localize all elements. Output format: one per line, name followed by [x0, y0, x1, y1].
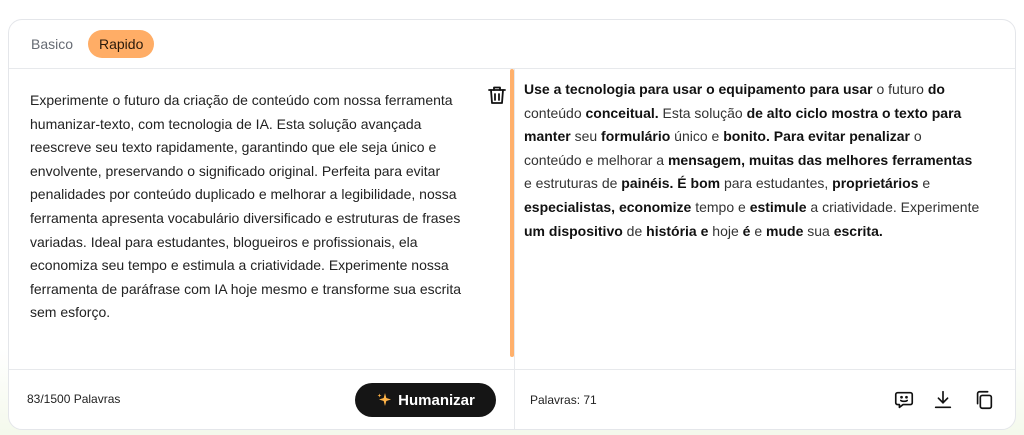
output-changed-segment: mude: [766, 222, 804, 239]
output-changed-segment: do: [927, 81, 945, 97]
output-segment: seu: [570, 128, 602, 145]
copy-icon[interactable]: [973, 389, 995, 411]
output-segment: único e: [670, 128, 724, 145]
output-changed-segment: especialistas, economize: [524, 198, 692, 215]
output-segment: para estudantes,: [720, 175, 833, 192]
output-word-count: Palavras: 71: [530, 393, 597, 407]
output-changed-segment: de alto ciclo mostra o texto para manter: [524, 104, 962, 145]
input-word-count: 83/1500 Palavras: [27, 392, 121, 406]
input-pane[interactable]: [9, 69, 513, 370]
sparkle-icon: [376, 392, 392, 408]
output-segment: tempo e: [691, 198, 750, 215]
download-icon[interactable]: [932, 389, 954, 411]
trash-icon[interactable]: [485, 83, 509, 107]
output-changed-segment: painéis. É bom: [621, 175, 721, 192]
pane-divider: [514, 69, 515, 429]
output-segment: o futuro: [872, 81, 928, 97]
feedback-icon[interactable]: [893, 389, 915, 411]
output-changed-segment: bonito. Para evitar penalizar: [723, 128, 910, 145]
output-segment: sua: [803, 222, 834, 239]
output-changed-segment: história e: [646, 222, 709, 239]
output-changed-segment: é: [742, 222, 751, 239]
output-segment: e estruturas de: [524, 175, 622, 192]
tab-rapido[interactable]: Rapido: [88, 30, 154, 58]
output-segment: conteúdo: [524, 104, 586, 121]
output-segment: hoje: [708, 222, 743, 239]
output-changed-segment: um dispositivo: [524, 222, 623, 239]
output-segment: o conteúdo e melhorar a: [524, 128, 922, 168]
output-segment: e: [918, 175, 931, 192]
output-changed-segment: estimule: [749, 198, 807, 215]
output-changed-segment: mensagem, muitas das melhores ferramentas: [667, 151, 973, 168]
output-segment: Esta solução: [658, 104, 747, 121]
output-text: [524, 78, 982, 243]
input-text[interactable]: Experimente o futuro da criação de conteúdo com nossa ferramenta humanizar-texto, com tecnologia de IA. Esta solução avançada reescreve seu texto rapidamente, garantindo que ele seja único e envolvente, preservando o significado original. Perfeita para evitar penalidades por conteúdo duplicado e melhorar a legibilidade, nossa ferramenta apresenta vocabulário diversificado e estruturas de frases variadas. Ideal para estudantes, blogueiros e profissionais, ela economiza seu tempo e estimula a criatividade. Experimente nossa ferramenta de paráfrase com IA hoje mesmo e transforme sua escrita sem esforço.: [30, 92, 462, 321]
humanizar-label: Humanizar: [398, 391, 475, 409]
output-segment: e: [750, 222, 767, 239]
mode-tabs: [9, 20, 1015, 69]
output-changed-segment: proprietários: [832, 175, 919, 192]
output-segment: de: [622, 222, 647, 239]
output-changed-segment: Use a tecnologia para usar o equipamento para usar: [524, 81, 873, 97]
footer-divider: [9, 369, 1015, 370]
output-changed-segment: conceitual.: [585, 104, 659, 121]
humanizer-card: [8, 19, 1016, 430]
humanizar-button[interactable]: [355, 383, 496, 417]
output-segment: a criatividade. Experimente: [806, 198, 980, 215]
tab-basico[interactable]: Basico: [31, 36, 74, 52]
output-changed-segment: escrita.: [833, 222, 883, 239]
output-changed-segment: formulário: [601, 128, 671, 145]
